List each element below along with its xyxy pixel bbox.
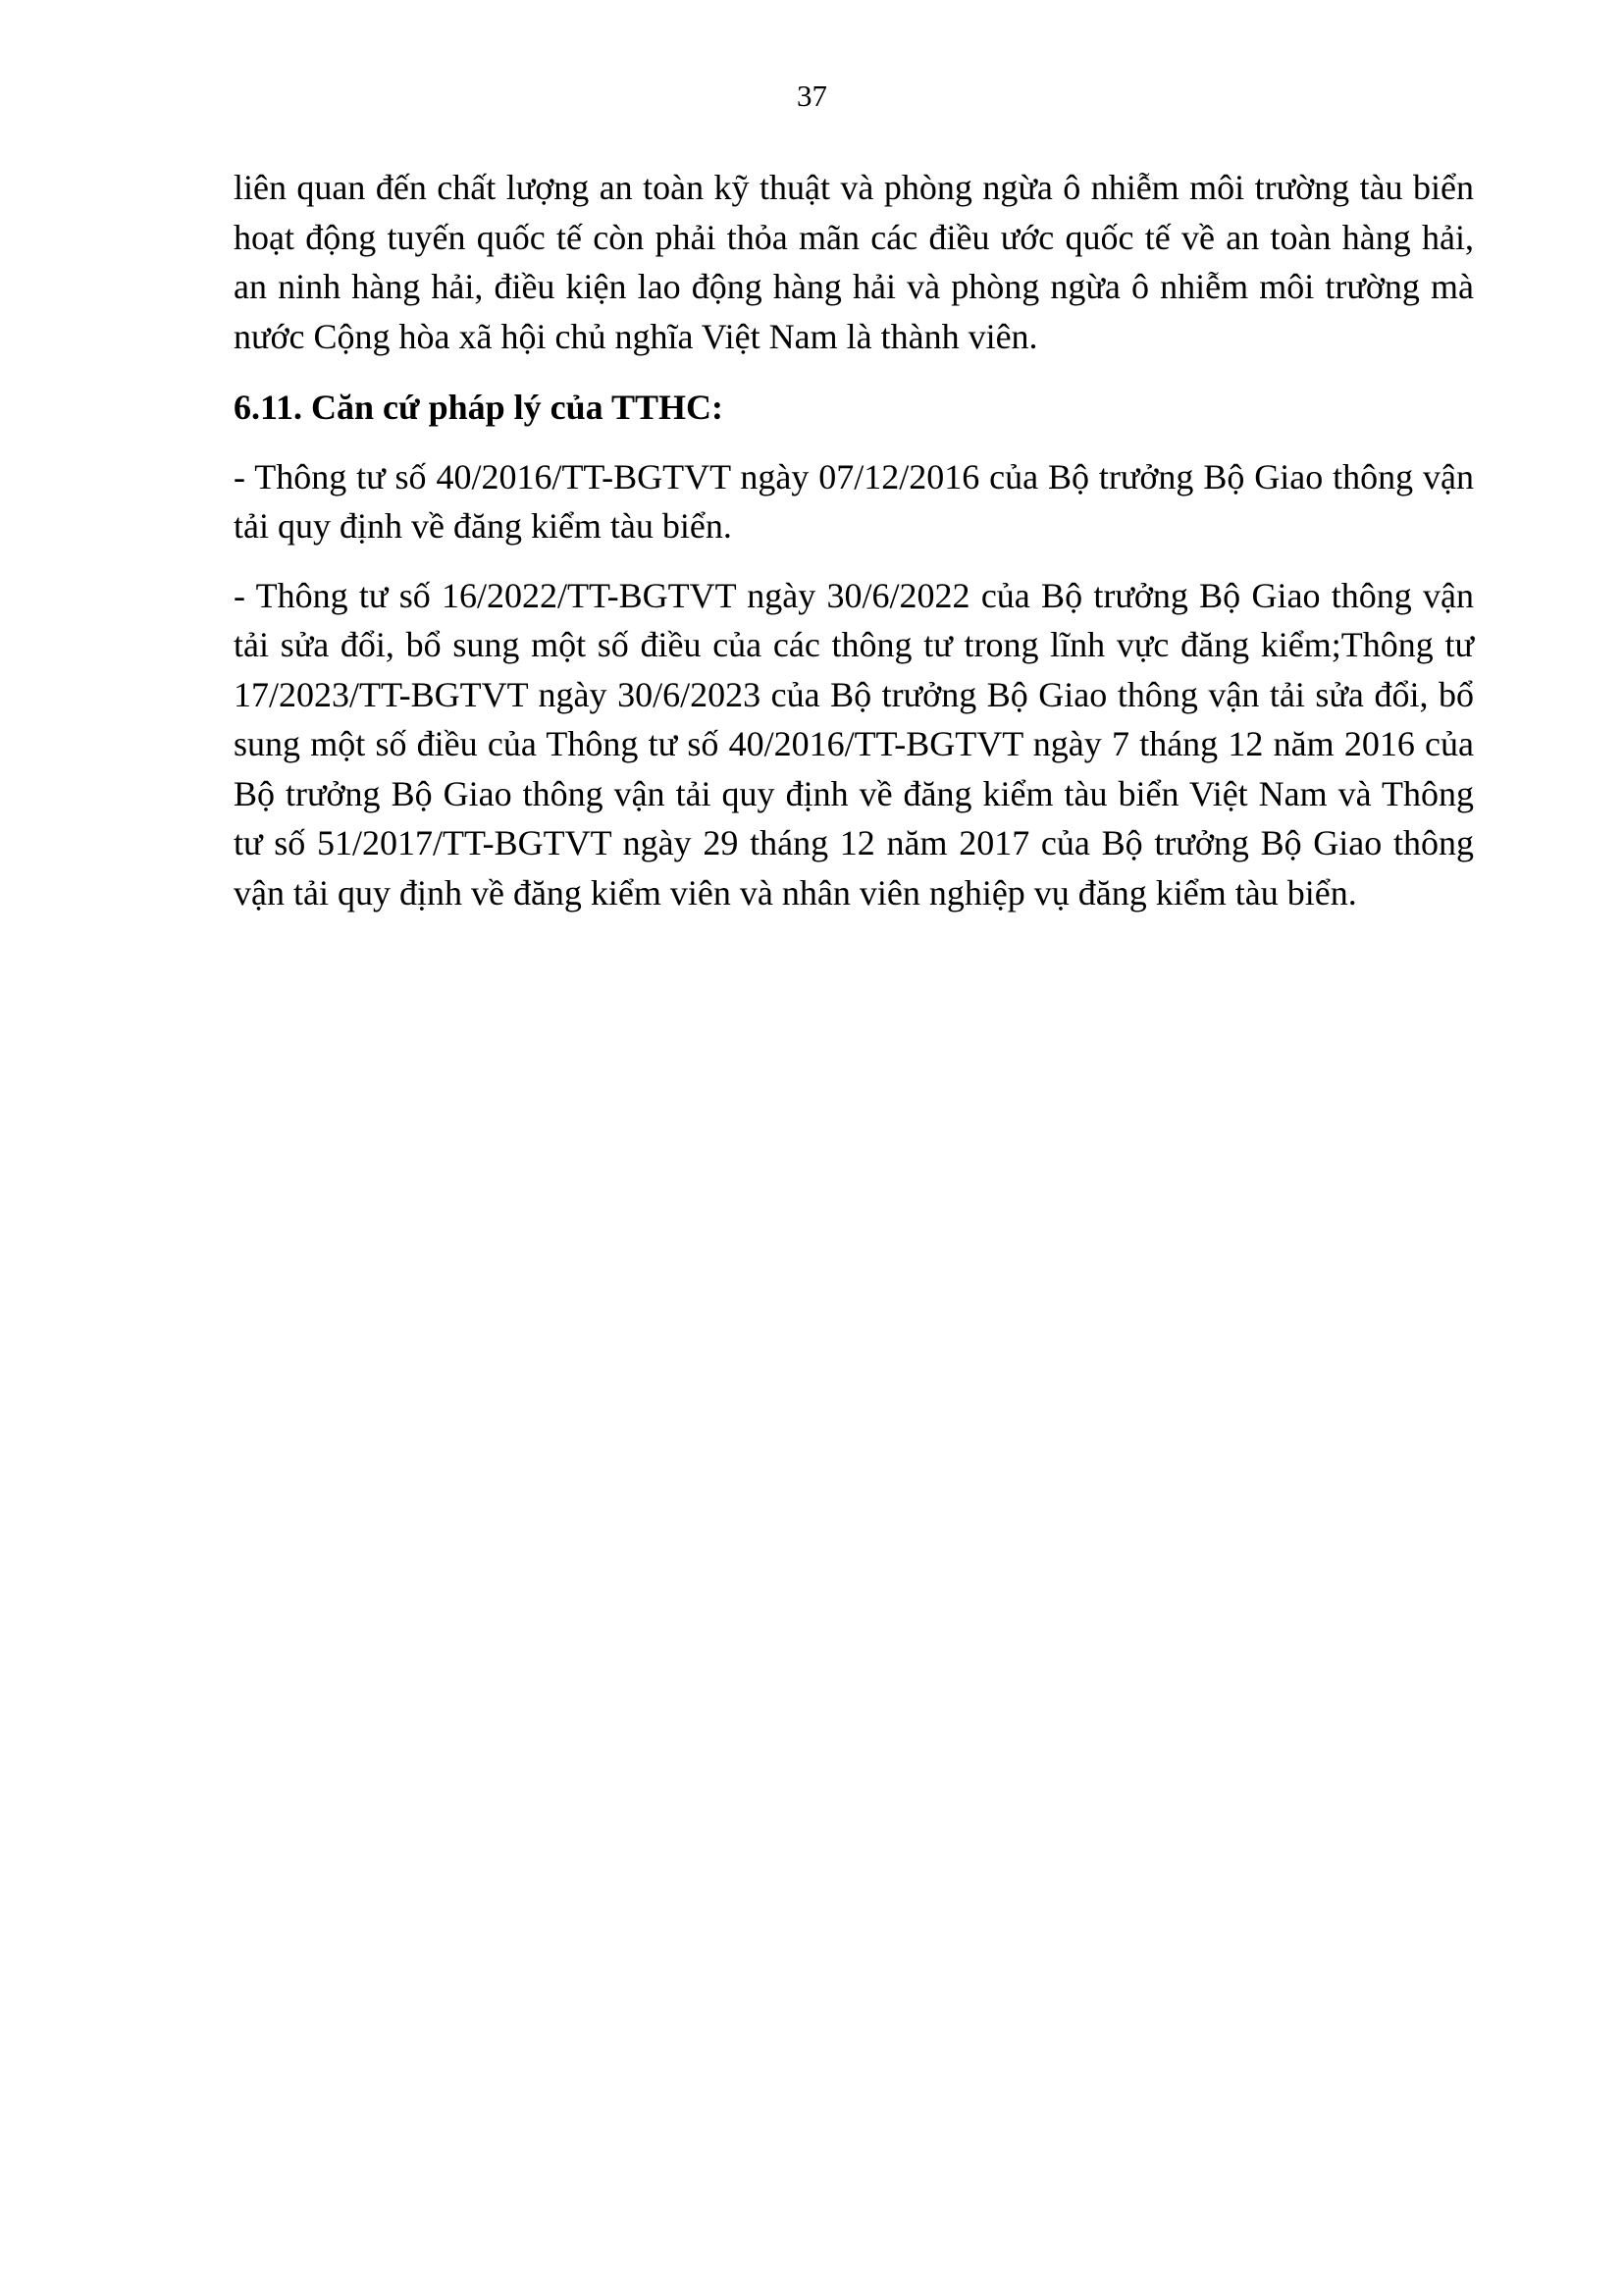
section-heading: 6.11. Căn cứ pháp lý của TTHC: [234,388,724,427]
document-body [234,163,1474,917]
legal-item: - Thông tư số 40/2016/TT-BGTVT ngày 07/12/2016 của Bộ trưởng Bộ Giao thông vận tải quy định về đăng kiểm tàu biển. [234,456,1474,546]
page-number: 37 [797,78,827,113]
intro-paragraph: liên quan đến chất lượng an toàn kỹ thuật và phòng ngừa ô nhiễm môi trường tàu biển hoạt động tuyến quốc tế còn phải thỏa mãn các điều ước quốc tế về an toàn hàng hải, an ninh hàng hải, điều kiện lao động hàng hải và phòng ngừa ô nhiễm môi trường mà nước Cộng hòa xã hội chủ nghĩa Việt Nam là thành viên. [234,168,1474,356]
legal-item: - Thông tư số 16/2022/TT-BGTVT ngày 30/6/2022 của Bộ trưởng Bộ Giao thông vận tải sửa đổi, bổ sung một số điều của các thông tư trong lĩnh vực đăng kiểm;Thông tư 17/2023/TT-BGTVT ngày 30/6/2023 của Bộ trưởng Bộ Giao thông vận tải sửa đổi, bổ sung một số điều của Thông tư số 40/2016/TT-BGTVT ngày 7 tháng 12 năm 2016 của Bộ trưởng Bộ Giao thông vận tải quy định về đăng kiểm tàu biển Việt Nam và Thông tư số 51/2017/TT-BGTVT ngày 29 tháng 12 năm 2017 của Bộ trưởng Bộ Giao thông vận tải quy định về đăng kiểm viên và nhân viên nghiệp vụ đăng kiểm tàu biển. [234,575,1474,913]
